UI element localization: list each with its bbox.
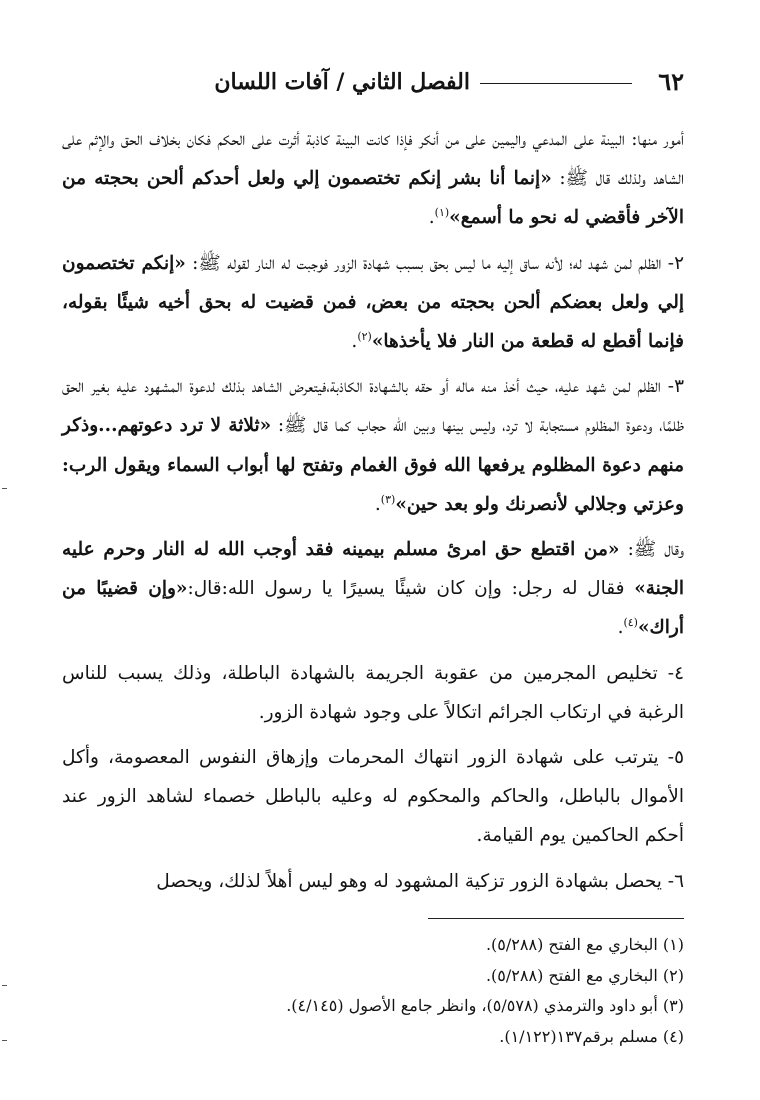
hadith-quote: «وإن قضيبًا من أراك» [62,578,684,639]
scan-margin-mark [2,985,7,986]
paragraph-7 [62,862,684,901]
footnote-ref: (٣) [380,492,396,506]
paragraph-2 [62,244,684,362]
text-run: ٤- تخليص المجرمين من عقوبة الجريمة بالشهادة الباطلة، وذلك يسبب للناس الرغبة في ارتكاب الجرائم اتكالاً على وجود شهادة الزور. [62,662,684,723]
paragraph-4 [62,530,684,648]
body-text [62,120,684,907]
scan-margin-mark [2,1040,7,1041]
footnote-ref: (١) [434,206,450,220]
text-run: ٣- الظلم لمن شهد عليه، حيث أخذ منه ماله أو حقه بالشهادة الكاذبة،فيتعرض الشاهد بذلك لدعوة المشهود عليه بغير الحق ظلمًا، ودعوة المظلوم مستجابة لا ترد، وليس بينها وبين الله حجاب كما قال ﷺ: [62,376,684,437]
text-run: ٥- يترتب على شهادة الزور انتهاك المحرمات وإزهاق النفوس المعصومة، وأكل الأموال بالباطل، والحاكم والمحكوم له وعليه بالباطل خصماء لشاهد الزور عند أحكم الحاكمين يوم القيامة. [62,747,684,847]
hadith-quote: «إنما أنا بشر إنكم تختصمون إلي ولعل أحدكم ألحن بحجته من الآخر فأقضي له نحو ما أسمع» [62,168,684,229]
text-run: . [617,617,624,639]
hadith-quote: «من اقتطع حق امرئ مسلم بيمينه فقد أوجب الله له النار وحرم عليه الجنة» [62,539,684,600]
footnote-separator [428,918,684,919]
text-run: فقال له رجل: وإن كان شيئًا يسيرًا يا رسول الله:قال: [187,578,635,600]
page-number: ٦٢ [658,67,684,96]
footnote-1: (١) البخاري مع الفتح (٥/٢٨٨). [485,935,684,954]
header-rule [480,83,632,84]
page-header [62,66,684,100]
text-run: . [351,331,358,353]
text-run: ٢- الظلم لمن شهد له؛ لأنه ساق إليه ما ليس بحق بسبب شهادة الزور فوجبت له النار لقوله ﷺ: [185,252,684,274]
paragraph-1 [62,120,684,238]
footnote-ref: (٤) [623,616,638,630]
text-run: وقال ﷺ: [619,539,685,561]
footnote-3: (٣) أبو داود والترمذي (٥/٥٧٨)، وانظر جامع الأصول (٤/١٤٥). [286,996,684,1015]
text-run: أمور منها: البينة على المدعي واليمين على من أنكر فإذا كانت البينة كاذبة أثرت على الحكم فكان بخلاف الحق والإثم على الشاهد ولذلك قال ﷺ: [62,129,685,190]
paragraph-3 [62,367,684,524]
chapter-title: الفصل الثاني / آفات اللسان [214,69,470,95]
text-run: . [428,207,435,229]
footnote-2: (٢) البخاري مع الفتح (٥/٢٨٨). [485,965,684,985]
footnote-4: (٤) مسلم برقم١٣٧(١/١٢٢). [499,1026,684,1046]
text-run: ٦- يحصل بشهادة الزور تزكية المشهود له وهو ليس أهلاً لذلك، ويحصل [156,870,684,892]
scan-margin-mark [2,488,7,489]
paragraph-5 [62,654,684,732]
text-run: . [374,493,381,515]
footnotes [84,930,684,1052]
paragraph-6 [62,738,684,856]
hadith-quote: «ثلاثة لا ترد دعوتهم...وذكر منهم دعوة المظلوم يرفعها الله فوق الغمام وتفتح لها أبواب السماء ويقول الرب: وعزتي وجلالي لأنصرنك ولو بعد حين» [62,415,684,515]
footnote-ref: (٢) [357,329,372,343]
hadith-quote: «إنكم تختصمون إلي ولعل بعضكم ألحن بحجته من بعض، فمن قضيت له بحق أخيه شيئًا بقوله، فإنما أقطع له قطعة من النار فلا يأخذها» [62,252,684,353]
